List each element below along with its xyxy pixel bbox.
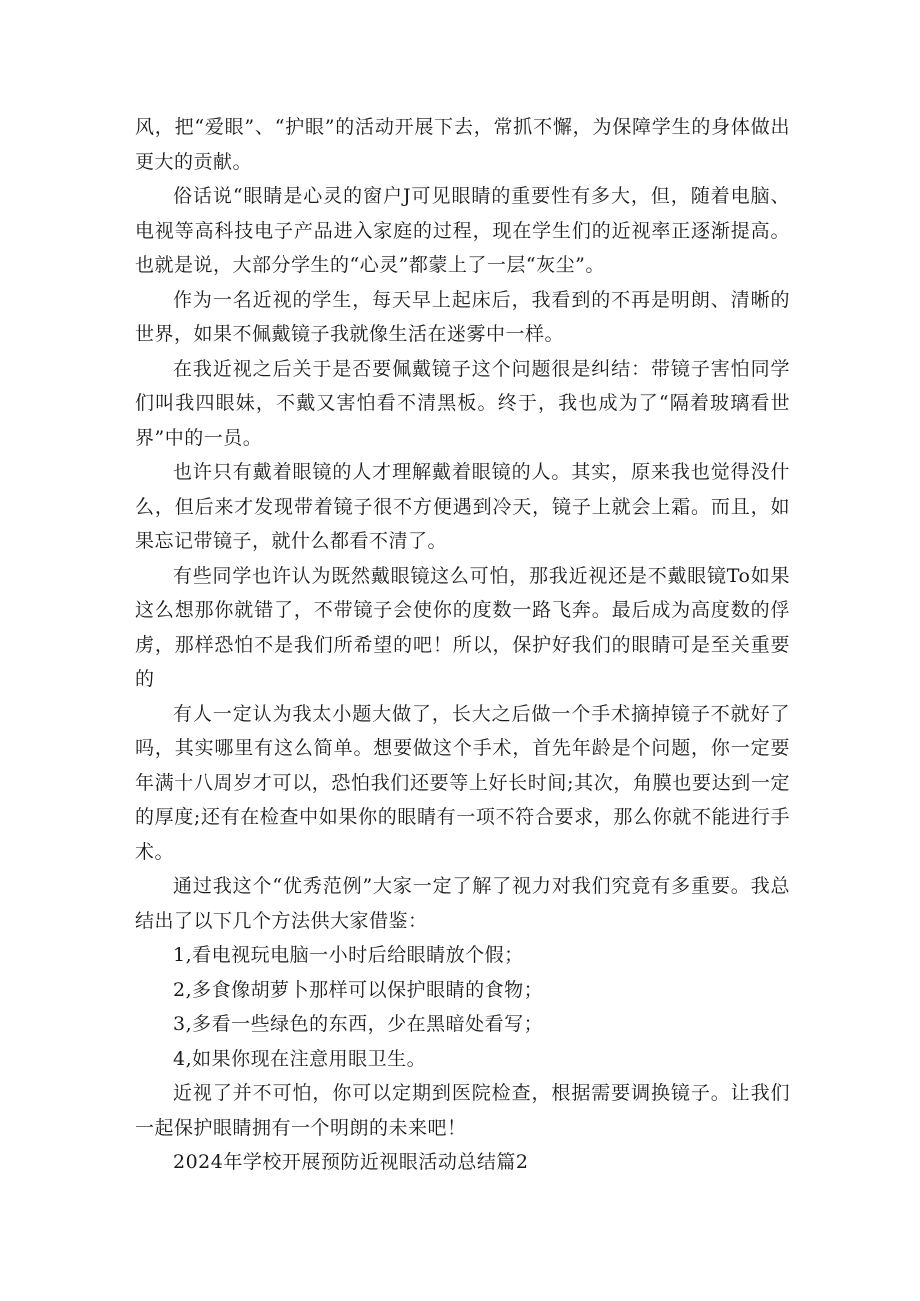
document-body [135, 110, 790, 1180]
list-item: 3,多看一些绿色的东西，少在黑暗处看写； [173, 1013, 544, 1035]
list-item: 1,看电视玩电脑一小时后给眼睛放个假； [173, 944, 524, 966]
paragraph: 也许只有戴着眼镜的人才理解戴着眼镜的人。其实，原来我也觉得没什么，但后来才发现带着镜子很不方便遇到冷天，镜子上就会上霜。而且，如果忘记带镜子，就什么都看不清了。 [135, 461, 790, 552]
paragraph: 在我近视之后关于是否要佩戴镜子这个问题很是纠结：带镜子害怕同学们叫我四眼妹，不戴又害怕看不清黑板。终于，我也成为了“隔着玻璃看世界”中的一员。 [135, 357, 790, 449]
closing-paragraph: 近视了并不可怕，你可以定期到医院检查，根据需要调换镜子。让我们一起保护眼睛拥有一个明朗的未来吧！ [135, 1082, 790, 1139]
list-item: 2,多食像胡萝卜那样可以保护眼睛的食物； [173, 978, 544, 1001]
paragraph: 俗话说“眼睛是心灵的窗户J可见眼睛的重要性有多大，但，随着电脑、电视等高科技电子产品进入家庭的过程，现在学生们的近视率正逐渐提高。也就是说，大部分学生的“心灵”都蒙上了一层“灰尘”。 [135, 185, 790, 276]
section-title: 2024年学校开展预防近视眼活动总结篇2 [173, 1151, 529, 1173]
paragraph: 有人一定认为我太小题大做了，长大之后做一个手术摘掉镜子不就好了吗，其实哪里有这么简单。想要做这个手术，首先年龄是个问题，你一定要年满十八周岁才可以，恐怕我们还要等上好长时间;其次，角膜也要达到一定的厚度;还有在检查中如果你的眼睛有一项不符合要求，那么你就不能进行手术。 [135, 702, 790, 863]
paragraph-continuation: 风，把“爱眼”、“护眼”的活动开展下去，常抓不懈，为保障学生的身体做出更大的贡献。 [135, 116, 790, 173]
paragraph: 通过我这个“优秀范例”大家一定了解了视力对我们究竟有多重要。我总结出了以下几个方法供大家借鉴： [135, 875, 790, 932]
paragraph: 作为一名近视的学生，每天早上起床后，我看到的不再是明朗、清晰的世界，如果不佩戴镜子我就像生活在迷雾中一样。 [135, 288, 790, 345]
paragraph: 有些同学也许认为既然戴眼镜这么可怕，那我近视还是不戴眼镜To如果这么想那你就错了，不带镜子会使你的度数一路飞奔。最后成为高度数的俘虏，那样恐怕不是我们所希望的吧！所以，保护好我们的眼睛可是至关重要的 [135, 564, 790, 690]
list-item: 4,如果你现在注意用眼卫生。 [173, 1047, 427, 1070]
